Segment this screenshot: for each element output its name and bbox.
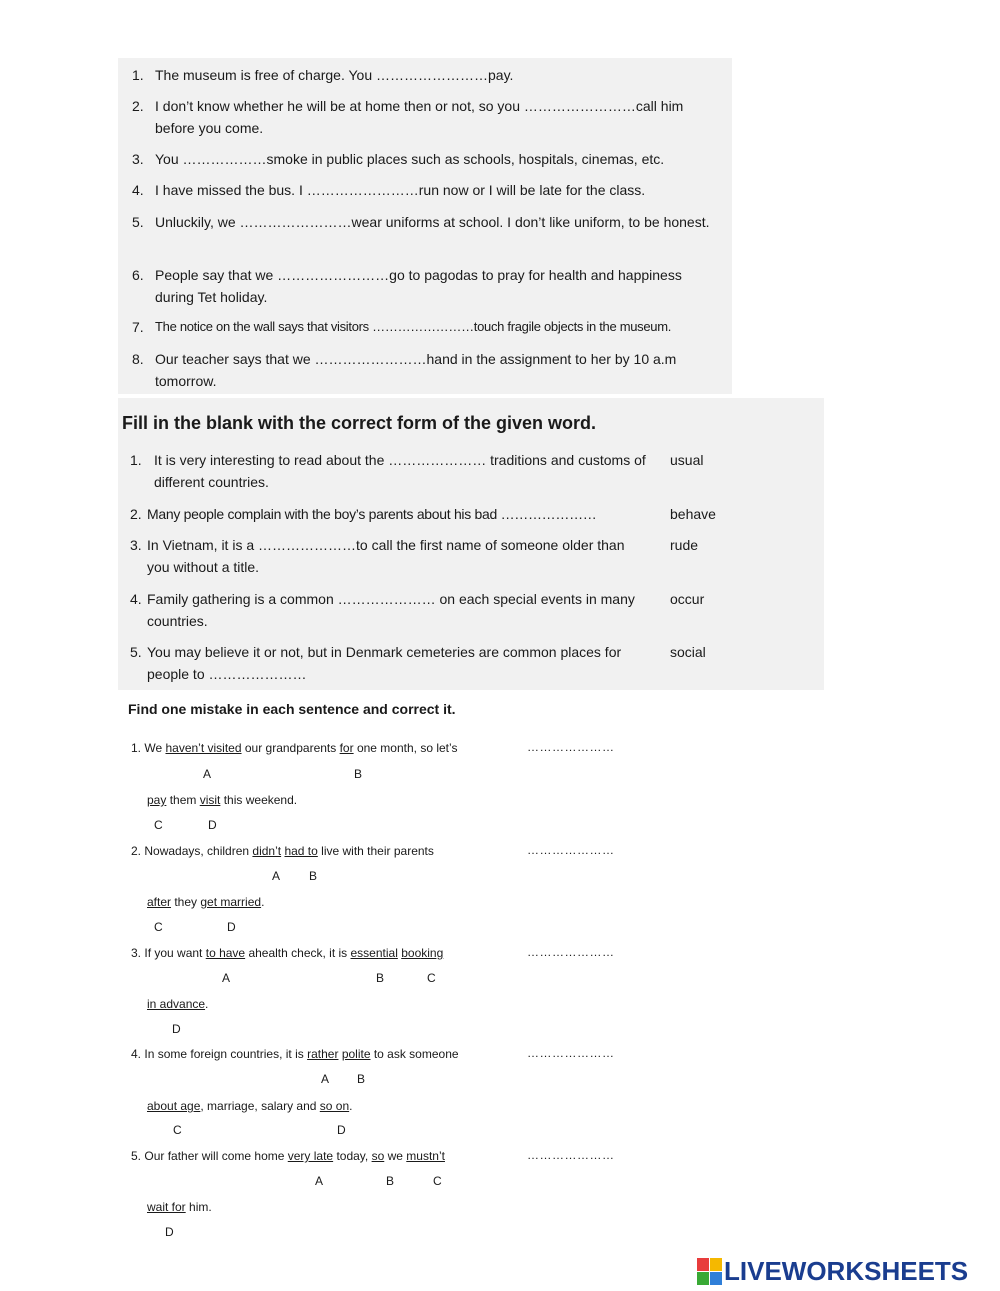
sentence-line: after they get married. (147, 895, 265, 909)
sentence-line: 2. Nowadays, children didn’t had to live with their parents (131, 844, 434, 858)
option-letter: B (386, 1174, 395, 1188)
option-letter: C (154, 920, 163, 934)
option-letter: A (203, 767, 212, 781)
option-letter: C (173, 1123, 182, 1137)
underlined-option: wait for (147, 1200, 186, 1214)
underlined-option: pay (147, 793, 167, 807)
given-word: occur (670, 591, 705, 607)
option-letter: C (433, 1174, 442, 1188)
option-letter: A (321, 1072, 330, 1086)
section3-title: Find one mistake in each sentence and correct it. (128, 701, 456, 717)
option-letter: A (222, 971, 231, 985)
answer-blank: ………………… (527, 843, 615, 857)
option-letter: B (309, 869, 318, 883)
answer-blank: ………………… (527, 1046, 615, 1060)
underlined-option: after (147, 895, 172, 909)
liveworksheets-logo (697, 1256, 968, 1286)
underlined-option: very late (287, 1149, 334, 1163)
option-letter: A (315, 1174, 324, 1188)
answer-blank: ………………… (527, 945, 615, 959)
option-letter: B (376, 971, 385, 985)
option-letter: B (354, 767, 363, 781)
underlined-option: mustn’t (406, 1149, 445, 1163)
given-word: social (670, 644, 706, 660)
option-letter: D (172, 1022, 181, 1036)
sentence-line: wait for him. (147, 1200, 212, 1214)
option-letter: D (227, 920, 236, 934)
underlined-option: had to (284, 844, 318, 858)
sentence-line: 5. Our father will come home very late today, so we mustn’t (131, 1149, 445, 1163)
sentence-line: about age, marriage, salary and so on. (147, 1099, 353, 1113)
underlined-option: to have (205, 946, 246, 960)
logo-text: LIVEWORKSHEETS (724, 1255, 969, 1286)
underlined-option: for (339, 741, 354, 755)
underlined-option: about age (147, 1099, 201, 1113)
given-word: rude (670, 537, 699, 553)
underlined-option: in advance (147, 997, 206, 1011)
underlined-option: rather (307, 1047, 339, 1061)
option-letter: C (427, 971, 436, 985)
option-letter: D (337, 1123, 346, 1137)
underlined-option: didn’t (252, 844, 282, 858)
sentence-line: pay them visit this weekend. (147, 793, 298, 807)
sentence-line: in advance. (147, 997, 209, 1011)
underlined-option: essential (350, 946, 398, 960)
sentence-line: 4. In some foreign countries, it is rather polite to ask someone (131, 1047, 459, 1061)
underlined-option: so on (319, 1099, 350, 1113)
answer-blank: ………………… (527, 1148, 615, 1162)
given-word: behave (670, 506, 716, 522)
option-letter: D (165, 1225, 174, 1239)
option-letter: A (272, 869, 281, 883)
underlined-option: get married (200, 895, 262, 909)
underlined-option: booking (401, 946, 444, 960)
sentence-line: 3. If you want to have ahealth check, it is essential booking (131, 946, 444, 960)
answer-blank: ………………… (527, 740, 615, 754)
logo-blocks-icon (697, 1258, 721, 1284)
option-letter: C (154, 818, 163, 832)
section2-title: Fill in the blank with the correct form of the given word. (122, 413, 597, 433)
underlined-option: so (371, 1149, 385, 1163)
sentence-line: 1. We haven’t visited our grandparents for one month, so let’s (131, 741, 458, 755)
underlined-option: haven’t visited (165, 741, 242, 755)
given-word: usual (670, 452, 704, 468)
option-letter: D (208, 818, 217, 832)
underlined-option: polite (341, 1047, 371, 1061)
underlined-option: visit (199, 793, 221, 807)
option-letter: B (357, 1072, 366, 1086)
